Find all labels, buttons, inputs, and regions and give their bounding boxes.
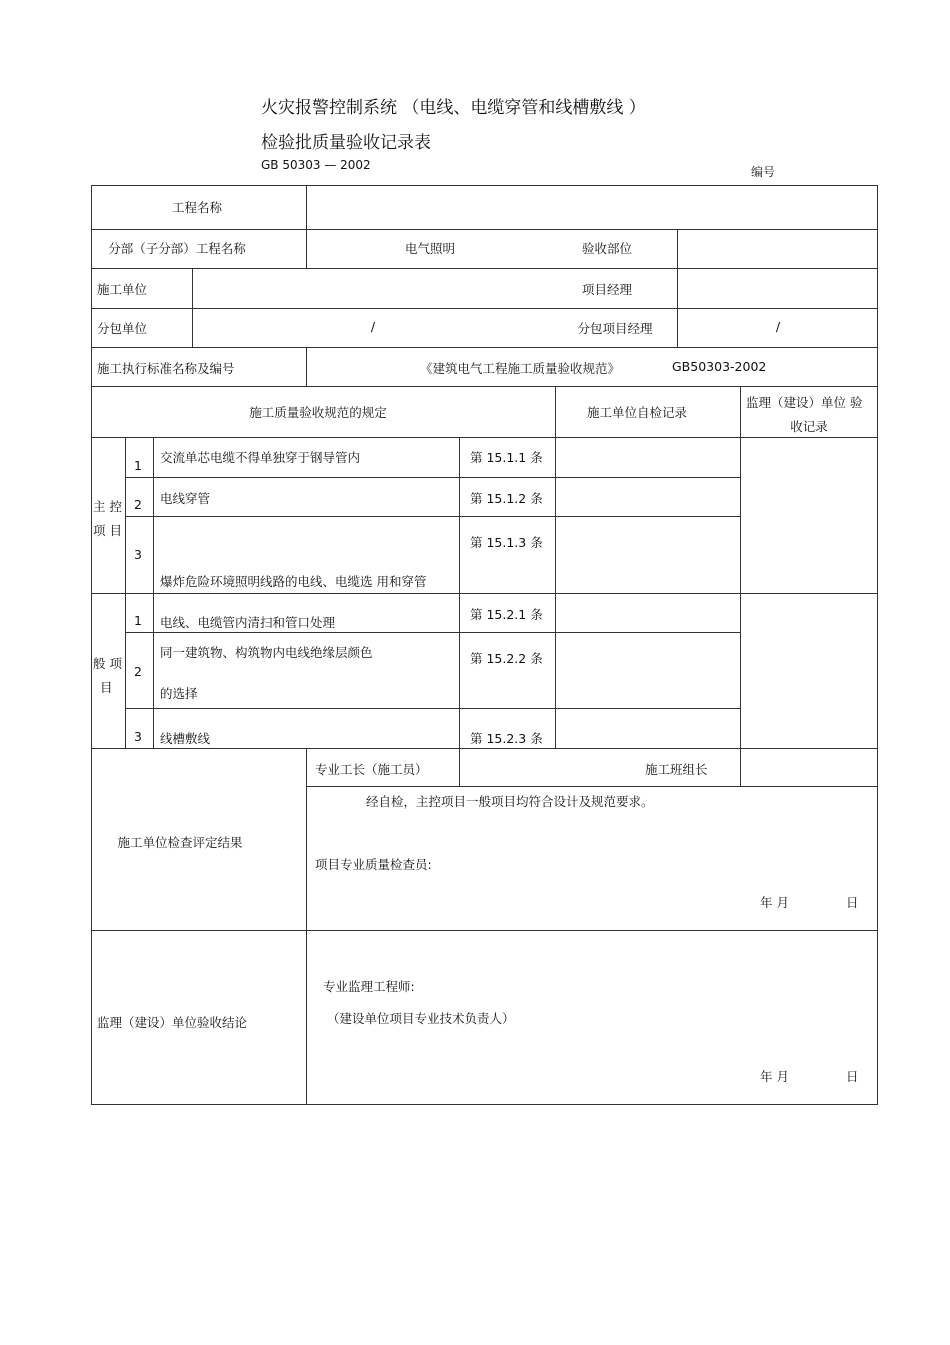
spec-column-header: 施工质量验收规范的规定 (249, 405, 387, 420)
main-item-text: 爆炸危险环境照明线路的电线、电缆选 用和穿管 (160, 574, 427, 589)
self-check-statement: 经自检，主控项目一般项目均符合设计及规范要求。 (366, 794, 654, 809)
project-manager-label: 项目经理 (581, 282, 633, 297)
general-label-1: 般 项 (93, 656, 122, 671)
subcontractor-label: 分包单位 (97, 321, 148, 336)
standard-code-value: GB50303-2002 (672, 359, 767, 374)
date-year-month: 年 月 (760, 1069, 789, 1084)
main-item-no: 2 (134, 497, 142, 512)
team-leader-label: 施工班组长 (645, 762, 708, 777)
date-year-month: 年 月 (760, 895, 789, 910)
supervision-column-header-2: 收记录 (790, 419, 828, 434)
main-item-clause: 第 15.1.3 条 (470, 535, 543, 550)
main-control-label-2: 项 目 (93, 523, 122, 538)
date-day: 日 (846, 895, 859, 910)
supervision-column-header-1: 监理（建设）单位 验 (746, 395, 863, 410)
subcontractor-value: / (370, 319, 376, 334)
general-item-no: 2 (134, 664, 142, 679)
standard-code: GB 50303 — 2002 (261, 158, 371, 172)
owner-rep-label: （建设单位项目专业技术负责人） (327, 1011, 515, 1026)
general-item-clause: 第 15.2.1 条 (470, 607, 543, 622)
supervision-conclusion-label: 监理（建设）单位验收结论 (97, 1015, 248, 1030)
standard-value: 《建筑电气工程施工质量验收规范》 (420, 361, 621, 376)
doc-title-line1: 火灾报警控制系统 （电线、电缆穿管和线槽敷线 ） (261, 98, 646, 118)
general-label-2: 目 (100, 680, 113, 695)
general-item-text: 线槽敷线 (160, 731, 211, 746)
sub-manager-label: 分包项目经理 (577, 321, 653, 336)
sub-project-value: 电气照明 (404, 241, 456, 256)
general-item-text: 电线、电缆管内清扫和管口处理 (160, 615, 336, 630)
general-item-clause: 第 15.2.2 条 (470, 651, 543, 666)
general-item-no: 3 (134, 729, 142, 744)
serial-label: 编号 (751, 165, 776, 179)
main-item-no: 1 (134, 458, 142, 473)
project-name-label: 工程名称 (171, 200, 223, 215)
sub-manager-value: / (775, 319, 781, 334)
contractor-label: 施工单位 (97, 282, 148, 297)
contractor-result-label: 施工单位检查评定结果 (117, 835, 243, 850)
standard-label: 施工执行标准名称及编号 (97, 361, 235, 376)
main-item-no: 3 (134, 547, 142, 562)
doc-title-line2: 检验批质量验收记录表 (261, 133, 431, 153)
foreman-label: 专业工长（施工员） (315, 762, 428, 777)
general-item-clause: 第 15.2.3 条 (470, 731, 543, 746)
main-item-clause: 第 15.1.2 条 (470, 491, 543, 506)
general-item-no: 1 (134, 613, 142, 628)
main-item-text: 交流单芯电缆不得单独穿于钢导管内 (160, 450, 361, 465)
supervisor-label: 专业监理工程师: (323, 979, 415, 994)
main-control-label-1: 主 控 (93, 499, 122, 514)
main-item-clause: 第 15.1.1 条 (470, 450, 543, 465)
inspector-label: 项目专业质量检查员: (315, 857, 432, 872)
sub-project-label: 分部（子分部）工程名称 (108, 241, 246, 256)
self-check-column-header: 施工单位自检记录 (586, 405, 688, 420)
acceptance-part-label: 验收部位 (581, 241, 633, 256)
general-item-text: 的选择 (160, 686, 198, 701)
main-item-text: 电线穿管 (160, 491, 211, 506)
general-item-text: 同一建筑物、构筑物内电线绝缘层颜色 (160, 645, 373, 660)
date-day: 日 (846, 1069, 859, 1084)
